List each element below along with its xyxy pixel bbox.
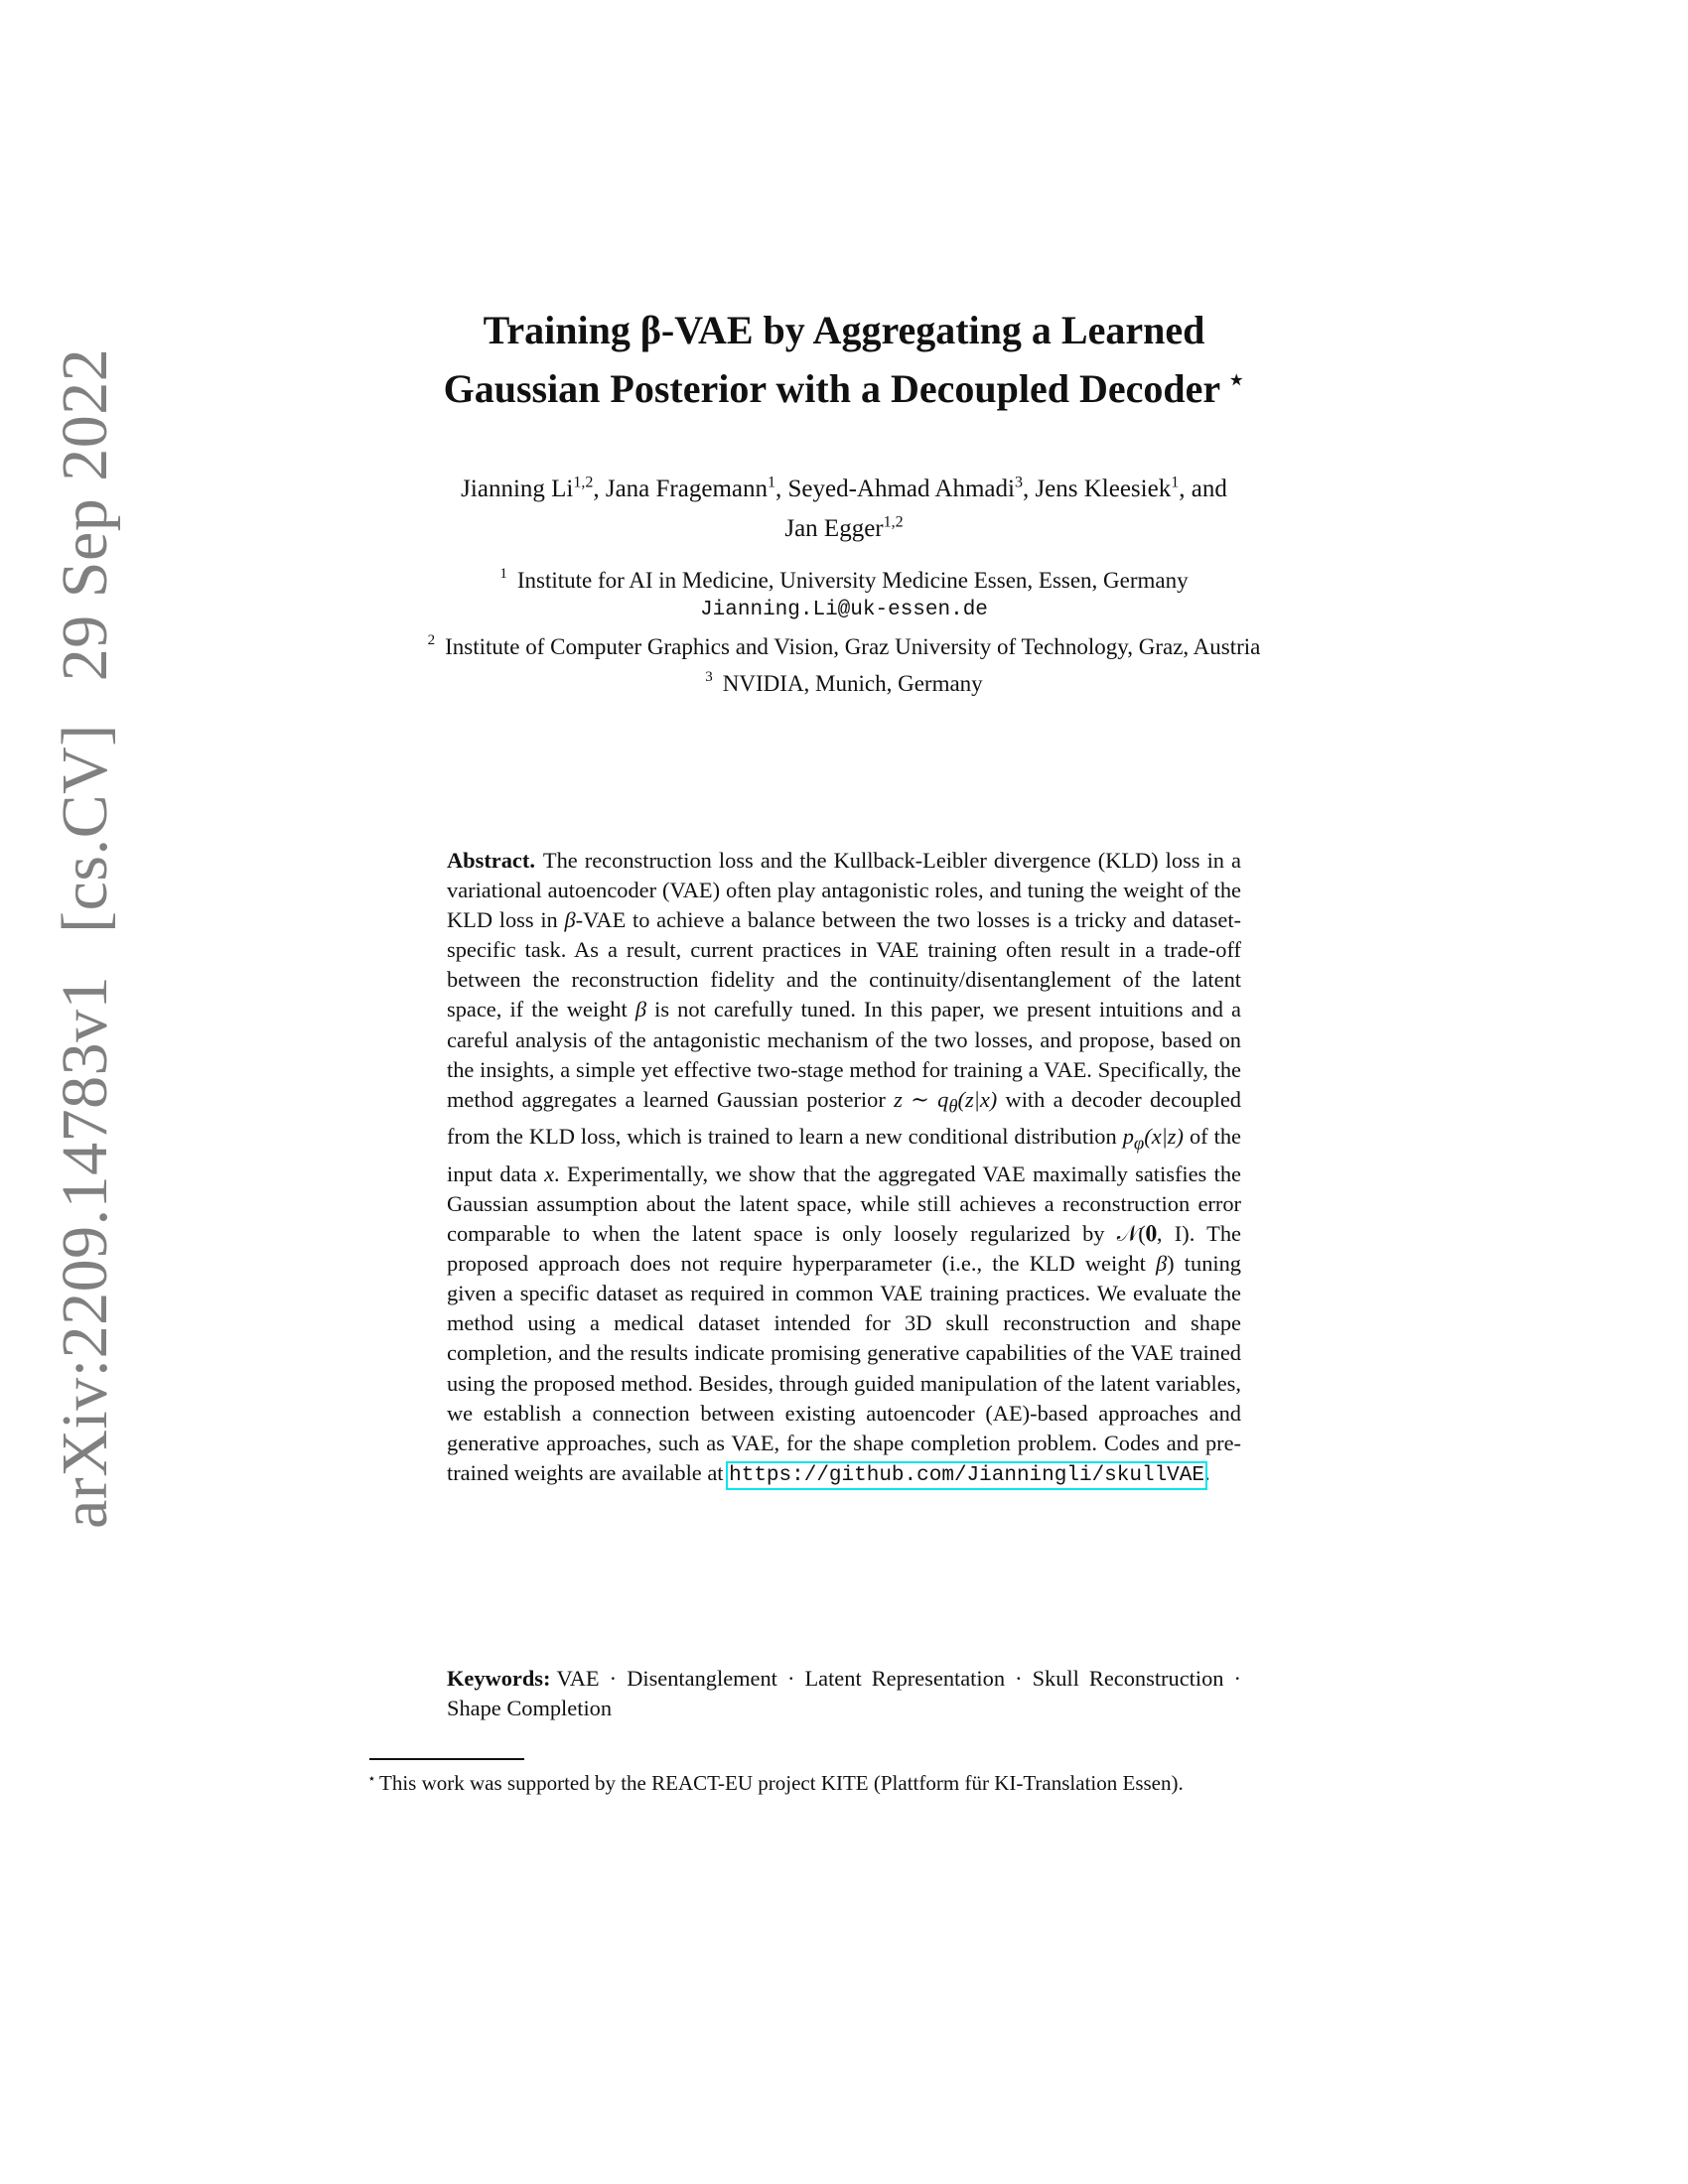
affiliation-2: $^2$ Institute of Computer Graphics and Vision, Graz University of Technology, Graz, Austria [427, 632, 1261, 659]
author: Jan Egger$^{1,2}$ [784, 513, 904, 542]
author: Jana Fragemann$^1$, [605, 475, 788, 503]
abstract-label: Abstract. [447, 848, 535, 873]
math-posterior: z ∼ $q_\theta(z|x)$ [894, 1086, 998, 1118]
author: Seyed-Ahmad Ahmadi$^3$, [787, 475, 1036, 503]
affiliations [357, 559, 1331, 699]
affiliation-3: $^3$ NVIDIA, Munich, Germany [705, 669, 983, 696]
title-line-1: Training β-VAE by Aggregating a Learned [483, 308, 1205, 352]
footnote [367, 1769, 1323, 1798]
arxiv-date: 29 Sep 2022 [49, 347, 121, 682]
title-line-2: Gaussian Posterior with a Decoupled Decoder [443, 366, 1221, 411]
title-footnote-star-icon: ⋆ [1228, 365, 1245, 394]
affiliation-1: $^1$ Institute for AI in Medicine, University Medicine Essen, Essen, Germany [499, 566, 1189, 593]
footnote-divider [369, 1758, 524, 1760]
keyword: VAE [556, 1666, 600, 1691]
keyword: Skull Reconstruction [1032, 1666, 1224, 1691]
keywords: Keywords: VAE · Disentanglement · Latent Representation · Skull Reconstruction · Shape Completion [447, 1666, 1241, 1720]
math-conditional: $p_\varphi(x|z)$ [1122, 1124, 1184, 1155]
author-list [357, 467, 1331, 545]
arxiv-id: arXiv:2209.14783v1 [49, 975, 121, 1529]
author: Jens Kleesiek$^1$, and [1035, 475, 1227, 503]
paper-title [298, 306, 1390, 414]
arxiv-identifier-stamp [48, 323, 123, 1529]
keyword: Latent Representation [804, 1666, 1006, 1691]
math-normal-distribution: 𝒩(𝟎, I) [1116, 1221, 1190, 1247]
keyword: Shape Completion [447, 1696, 613, 1720]
arxiv-category: [cs.CV] [49, 724, 121, 933]
abstract: Abstract. The reconstruction loss and the Kullback-Leibler divergence (KLD) loss in a variational autoencoder (VAE) often play antagonistic roles, and tuning the weight of the KLD loss in β-VAE to achieve a balance between the two losses is a tricky and dataset-specific task. As a result, current practices in VAE training often result in a trade-off between the reconstruction fidelity and the continuity/disentanglement of the latent space, if the weight β is not carefully tuned. In this paper, we present intuitions and a careful analysis of the antagonistic mechanism of the two losses, and propose, based on the insights, a simple yet effective two-stage method for training a VAE. Specifically, the method aggregates a learned Gaussian posterior z ∼ $q_\theta(z|x)$ with a decoder decoupled from the KLD loss, which is trained to learn a new conditional distribution $p_\varphi(x|z)$ of the input data x. Experimentally, we show that the aggregated VAE maximally satisfies the Gaussian assumption about the latent space, while still achieves a reconstruction error comparable to when the latent space is only loosely regularized by 𝒩(𝟎, I). The proposed approach does not require hyperparameter (i.e., the KLD weight β) tuning given a specific dataset as required in common VAE training practices. We evaluate the method using a medical dataset intended for 3D skull reconstruction and shape completion, and the results indicate promising generative capabilities of the VAE trained using the proposed method. Besides, through guided manipulation of the latent variables, we establish a connection between existing autoencoder (AE)-based approaches and generative approaches, such as VAE, for the shape completion problem. Codes and pre-trained weights are available at https://github.com/Jianningli/skullVAE. [447, 848, 1241, 1487]
author: Jianning Li$^{1,2}$, [461, 475, 606, 503]
footnote-text: This work was supported by the REACT-EU project KITE (Plattform für KI-Translation Essen). [379, 1771, 1184, 1795]
keywords-label: Keywords: [447, 1666, 551, 1691]
keyword: Disentanglement [627, 1666, 777, 1691]
corresponding-email: Jianning.Li@uk-essen.de [700, 599, 988, 621]
github-repo-link[interactable]: https://github.com/Jianningli/skullVAE [729, 1463, 1204, 1487]
footnote-star-icon: ⋆ [367, 1772, 376, 1787]
